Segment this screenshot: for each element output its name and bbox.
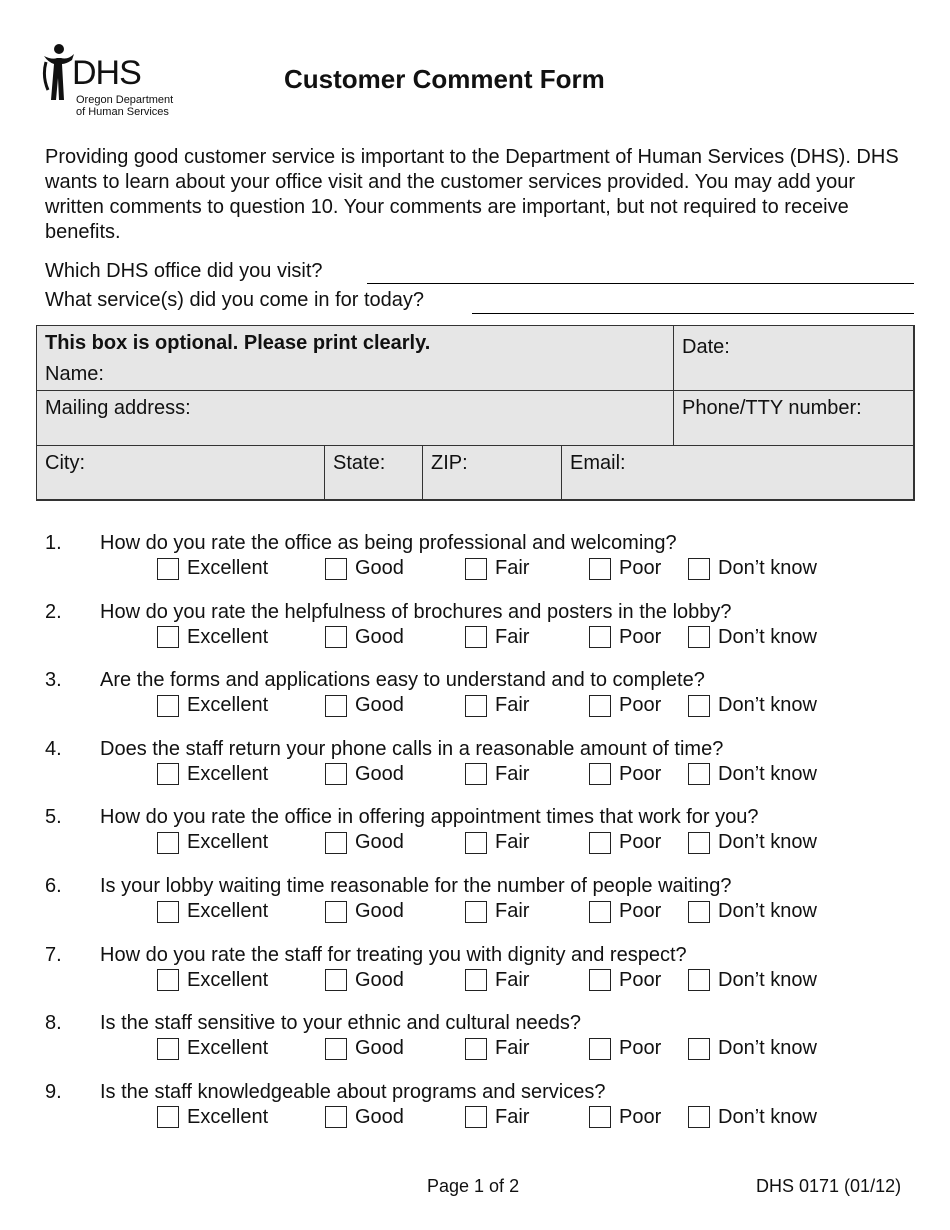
logo-wordmark: DHS — [72, 54, 141, 92]
checkbox[interactable] — [688, 1038, 710, 1060]
option-label: Good — [355, 831, 404, 854]
option-poor[interactable] — [589, 763, 661, 786]
checkbox[interactable] — [465, 626, 487, 648]
option-excellent[interactable] — [157, 1106, 268, 1129]
option-excellent[interactable] — [157, 626, 268, 649]
intro-paragraph: Providing good customer service is important to the Department of Human Services (DHS). DHS wants to learn about your office visit and the customer services provided. You may add your written comments to question 10. Your comments are important, but not required to receive benefits. — [45, 146, 899, 243]
contact-info-box — [36, 325, 914, 500]
option-poor[interactable] — [589, 1106, 661, 1129]
option-don-t-know[interactable] — [688, 557, 817, 580]
option-good[interactable] — [325, 1037, 404, 1060]
option-label: Good — [355, 625, 404, 648]
checkbox[interactable] — [589, 832, 611, 854]
option-fair[interactable] — [465, 831, 529, 854]
question-number: 9. — [45, 1080, 62, 1103]
office-input-line[interactable] — [367, 283, 914, 284]
option-good[interactable] — [325, 900, 404, 923]
option-fair[interactable] — [465, 969, 529, 992]
city-label: City: — [45, 452, 85, 474]
checkbox[interactable] — [465, 969, 487, 991]
option-poor[interactable] — [589, 969, 661, 992]
option-label: Excellent — [187, 831, 269, 854]
option-excellent[interactable] — [157, 557, 268, 580]
option-fair[interactable] — [465, 557, 529, 580]
option-good[interactable] — [325, 1106, 404, 1129]
service-input-line[interactable] — [472, 313, 914, 314]
checkbox[interactable] — [688, 901, 710, 923]
question-number: 5. — [45, 806, 62, 829]
option-label: Poor — [619, 900, 662, 922]
option-don-t-know[interactable] — [688, 1106, 817, 1129]
checkbox[interactable] — [589, 695, 611, 717]
option-label: Fair — [495, 831, 530, 854]
question-number: 3. — [45, 669, 62, 692]
option-don-t-know[interactable] — [688, 831, 817, 854]
checkbox[interactable] — [325, 832, 347, 854]
option-label: Don’t know — [718, 968, 817, 991]
state-label: State: — [333, 452, 386, 474]
checkbox[interactable] — [325, 901, 347, 923]
option-label: Don’t know — [718, 1105, 817, 1128]
service-question-label: What service(s) did you come in for today? — [45, 289, 425, 311]
name-label: Name: — [45, 363, 104, 385]
option-fair[interactable] — [465, 1037, 529, 1060]
option-label: Poor — [619, 694, 662, 717]
logo-line1: Oregon Department — [76, 94, 174, 106]
option-label: Poor — [619, 968, 662, 991]
option-good[interactable] — [325, 626, 404, 649]
question-2 — [45, 601, 915, 661]
option-good[interactable] — [325, 557, 404, 580]
option-poor[interactable] — [589, 626, 661, 649]
email-label: Email: — [570, 452, 626, 474]
option-label: Don’t know — [718, 1037, 817, 1060]
question-text: Is the staff sensitive to your ethnic and cultural needs? — [100, 1012, 582, 1035]
phone-cell[interactable] — [673, 390, 915, 446]
checkbox[interactable] — [465, 1106, 487, 1128]
option-poor[interactable] — [589, 900, 661, 923]
option-poor[interactable] — [589, 831, 661, 854]
option-label: Fair — [495, 1037, 530, 1060]
option-label: Don’t know — [718, 694, 817, 717]
checkbox[interactable] — [157, 1038, 179, 1060]
option-excellent[interactable] — [157, 763, 268, 786]
city-cell[interactable] — [36, 445, 325, 501]
checkbox[interactable] — [589, 1106, 611, 1128]
checkbox[interactable] — [157, 1106, 179, 1128]
checkbox[interactable] — [157, 695, 179, 717]
question-text: Does the staff return your phone calls in a reasonable amount of time? — [100, 737, 724, 760]
checkbox[interactable] — [325, 763, 347, 785]
option-excellent[interactable] — [157, 694, 268, 717]
logo-line2: of Human Services — [76, 106, 169, 118]
question-text: How do you rate the office in offering appointment times that work for you? — [100, 806, 759, 829]
checkbox[interactable] — [465, 763, 487, 785]
logo-subtitle — [76, 94, 173, 118]
checkbox[interactable] — [688, 763, 710, 785]
checkbox[interactable] — [589, 763, 611, 785]
question-number: 8. — [45, 1012, 62, 1035]
checkbox[interactable] — [325, 1038, 347, 1060]
option-label: Good — [355, 694, 404, 717]
checkbox[interactable] — [157, 969, 179, 991]
question-text: Are the forms and applications easy to understand and to complete? — [100, 669, 705, 692]
option-label: Poor — [619, 557, 662, 579]
option-label: Excellent — [187, 557, 269, 579]
checkbox[interactable] — [325, 558, 347, 580]
question-number: 1. — [45, 532, 62, 554]
page-title: Customer Comment Form — [284, 64, 605, 94]
question-1 — [45, 532, 915, 592]
option-don-t-know[interactable] — [688, 900, 817, 923]
option-good[interactable] — [325, 831, 404, 854]
mailing-address-label: Mailing address: — [45, 397, 191, 419]
dhs-logo — [42, 42, 192, 122]
checkbox[interactable] — [465, 901, 487, 923]
option-label: Excellent — [187, 1037, 269, 1060]
question-text: How do you rate the helpfulness of brochures and posters in the lobby? — [100, 600, 732, 623]
question-5 — [45, 806, 915, 866]
office-question-label: Which DHS office did you visit? — [45, 260, 323, 282]
checkbox[interactable] — [688, 1106, 710, 1128]
email-cell[interactable] — [561, 445, 915, 501]
option-label: Excellent — [187, 1105, 269, 1128]
checkbox[interactable] — [589, 1038, 611, 1060]
checkbox[interactable] — [157, 832, 179, 854]
option-label: Don’t know — [718, 762, 817, 785]
checkbox[interactable] — [325, 1106, 347, 1128]
option-fair[interactable] — [465, 763, 529, 786]
option-fair[interactable] — [465, 1106, 529, 1129]
option-label: Fair — [495, 1105, 530, 1128]
checkbox[interactable] — [325, 969, 347, 991]
option-label: Good — [355, 557, 404, 579]
option-good[interactable] — [325, 763, 404, 786]
option-label: Excellent — [187, 625, 269, 648]
option-label: Good — [355, 900, 404, 922]
option-fair[interactable] — [465, 694, 529, 717]
date-label: Date: — [682, 336, 730, 358]
checkbox[interactable] — [325, 695, 347, 717]
checkbox[interactable] — [157, 901, 179, 923]
page-number: Page 1 of 2 — [427, 1176, 520, 1196]
option-label: Fair — [495, 694, 530, 717]
checkbox[interactable] — [325, 626, 347, 648]
option-poor[interactable] — [589, 694, 661, 717]
option-label: Excellent — [187, 900, 269, 922]
option-label: Poor — [619, 1037, 662, 1060]
question-text: Is the staff knowledgeable about programs and services? — [100, 1080, 606, 1103]
option-label: Don’t know — [718, 831, 817, 854]
option-excellent[interactable] — [157, 831, 268, 854]
checkbox[interactable] — [688, 558, 710, 580]
option-label: Fair — [495, 762, 530, 785]
option-label: Fair — [495, 968, 530, 991]
option-poor[interactable] — [589, 1037, 661, 1060]
mailing-address-cell[interactable] — [36, 390, 674, 446]
option-label: Poor — [619, 831, 662, 854]
zip-label: ZIP: — [431, 452, 468, 474]
checkbox[interactable] — [589, 901, 611, 923]
person-logo-icon — [42, 42, 76, 102]
question-number: 6. — [45, 875, 62, 897]
checkbox[interactable] — [688, 969, 710, 991]
question-text: How do you rate the office as being professional and welcoming? — [100, 532, 677, 554]
name-cell[interactable] — [36, 325, 674, 391]
option-label: Excellent — [187, 968, 269, 991]
state-cell[interactable] — [324, 445, 423, 501]
option-excellent[interactable] — [157, 969, 268, 992]
option-label: Don’t know — [718, 900, 817, 922]
option-don-t-know[interactable] — [688, 1037, 817, 1060]
checkbox[interactable] — [157, 763, 179, 785]
option-label: Good — [355, 762, 404, 785]
option-label: Poor — [619, 625, 662, 648]
question-4 — [45, 738, 915, 798]
question-3 — [45, 669, 915, 729]
question-text: How do you rate the staff for treating you with dignity and respect? — [100, 943, 687, 966]
checkbox[interactable] — [688, 626, 710, 648]
question-7 — [45, 944, 915, 1004]
checkbox[interactable] — [465, 695, 487, 717]
option-label: Good — [355, 1037, 404, 1060]
checkbox[interactable] — [157, 626, 179, 648]
option-label: Good — [355, 1105, 404, 1128]
checkbox[interactable] — [465, 832, 487, 854]
question-number: 2. — [45, 600, 62, 623]
question-text: Is your lobby waiting time reasonable for the number of people waiting? — [100, 875, 732, 897]
question-6 — [45, 875, 915, 935]
date-cell[interactable] — [673, 325, 915, 391]
zip-cell[interactable] — [422, 445, 562, 501]
checkbox[interactable] — [688, 695, 710, 717]
option-label: Excellent — [187, 762, 269, 785]
option-fair[interactable] — [465, 626, 529, 649]
option-label: Fair — [495, 625, 530, 648]
option-good[interactable] — [325, 694, 404, 717]
option-don-t-know[interactable] — [688, 763, 817, 786]
option-don-t-know[interactable] — [688, 969, 817, 992]
option-label: Poor — [619, 762, 662, 785]
question-number: 4. — [45, 737, 62, 760]
option-label: Poor — [619, 1105, 662, 1128]
option-poor[interactable] — [589, 557, 661, 580]
option-label: Fair — [495, 900, 530, 922]
option-excellent[interactable] — [157, 1037, 268, 1060]
option-fair[interactable] — [465, 900, 529, 923]
option-don-t-know[interactable] — [688, 626, 817, 649]
option-label: Don’t know — [718, 557, 817, 579]
phone-label: Phone/TTY number: — [682, 397, 862, 419]
checkbox[interactable] — [688, 832, 710, 854]
option-excellent[interactable] — [157, 900, 268, 923]
question-number: 7. — [45, 943, 62, 966]
checkbox[interactable] — [157, 558, 179, 580]
option-label: Fair — [495, 557, 530, 579]
checkbox[interactable] — [589, 969, 611, 991]
checkbox[interactable] — [589, 558, 611, 580]
question-9 — [45, 1081, 915, 1141]
option-label: Excellent — [187, 694, 269, 717]
optional-note: This box is optional. Please print clearly. — [45, 332, 431, 354]
option-label: Don’t know — [718, 625, 817, 648]
option-label: Good — [355, 968, 404, 991]
checkbox[interactable] — [589, 626, 611, 648]
option-good[interactable] — [325, 969, 404, 992]
form-id: DHS 0171 (01/12) — [756, 1176, 902, 1196]
question-8 — [45, 1012, 915, 1072]
option-don-t-know[interactable] — [688, 694, 817, 717]
checkbox[interactable] — [465, 1038, 487, 1060]
checkbox[interactable] — [465, 558, 487, 580]
